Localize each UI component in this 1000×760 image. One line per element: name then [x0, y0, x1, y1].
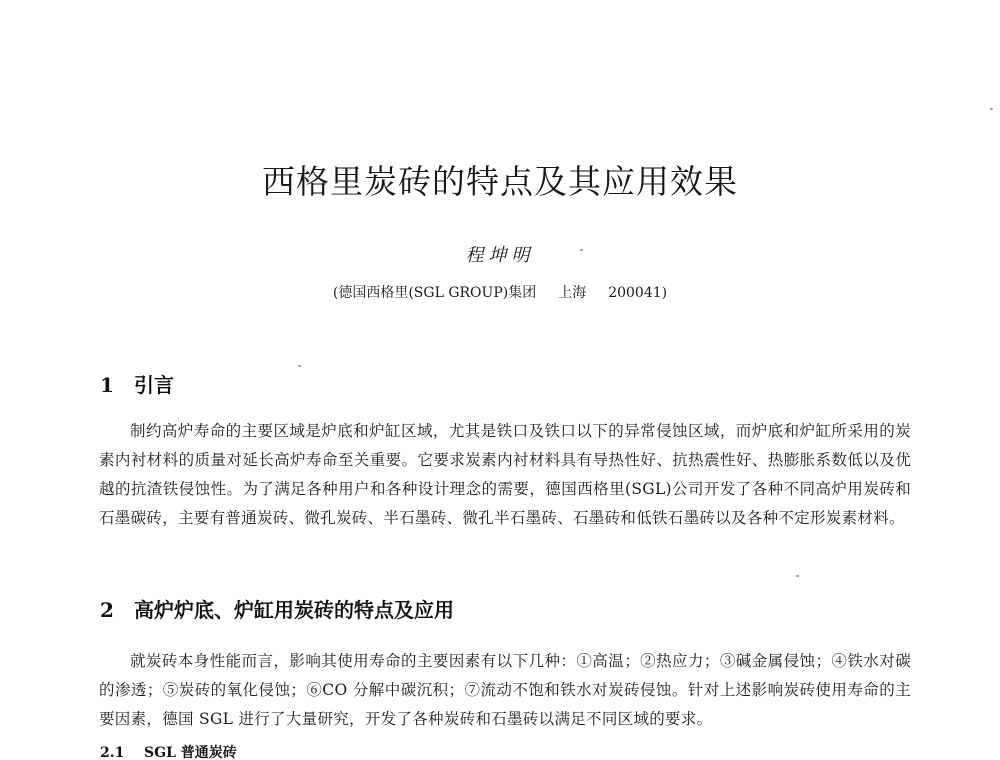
subsection-2-1-heading — [100, 743, 237, 760]
section-2-number: 2 — [100, 598, 114, 622]
paper-title: 西格里炭砖的特点及其应用效果 — [262, 162, 738, 201]
subsection-2-1-title: SGL 普通炭砖 — [144, 745, 237, 760]
scan-speck — [580, 249, 583, 251]
affiliation-organization: (德国西格里(SGL GROUP)集团 — [332, 285, 537, 301]
affiliation — [0, 283, 1000, 303]
section-1-title: 引言 — [134, 373, 174, 397]
section-2-paragraph: 就炭砖本身性能而言，影响其使用寿命的主要因素有以下几种：①高温；②热应力；③碱金属侵蚀；④铁水对碳的渗透；⑤炭砖的氧化侵蚀；⑥CO 分解中碳沉积；⑦流动不饱和铁水对炭砖侵蚀。针对上述影响炭砖使用寿命的主要因素，德国 SGL 进行了大量研究，开发了各种炭砖和石墨砖以满足不同区域的要求。 — [99, 652, 911, 728]
section-1-heading — [100, 371, 174, 399]
scan-speck — [298, 365, 301, 367]
subsection-2-1-number: 2.1 — [100, 745, 125, 760]
scan-speck — [990, 108, 993, 110]
section-1-number: 1 — [100, 373, 114, 397]
scan-speck — [796, 575, 799, 577]
affiliation-postcode: 200041) — [608, 285, 668, 301]
affiliation-city: 上海 — [558, 285, 587, 301]
section-1-paragraph: 制约高炉寿命的主要区域是炉底和炉缸区域，尤其是铁口及铁口以下的异常侵蚀区域，而炉底和炉缸所采用的炭素内衬材料的质量对延长高炉寿命至关重要。它要求炭素内衬材料具有导热性好、抗热震性好、热膨胀系数低以及优越的抗渣铁侵蚀性。为了满足各种用户和各种设计理念的需要，德国西格里(SGL)公司开发了各种不同高炉用炭砖和石墨碳砖，主要有普通炭砖、微孔炭砖、半石墨砖、微孔半石墨砖、石墨砖和低铁石墨砖以及各种不定形炭素材料。 — [99, 422, 911, 527]
section-2-heading — [100, 596, 454, 624]
author-name: 程坤明 — [465, 245, 535, 266]
section-2-title: 高炉炉底、炉缸用炭砖的特点及应用 — [134, 598, 454, 622]
